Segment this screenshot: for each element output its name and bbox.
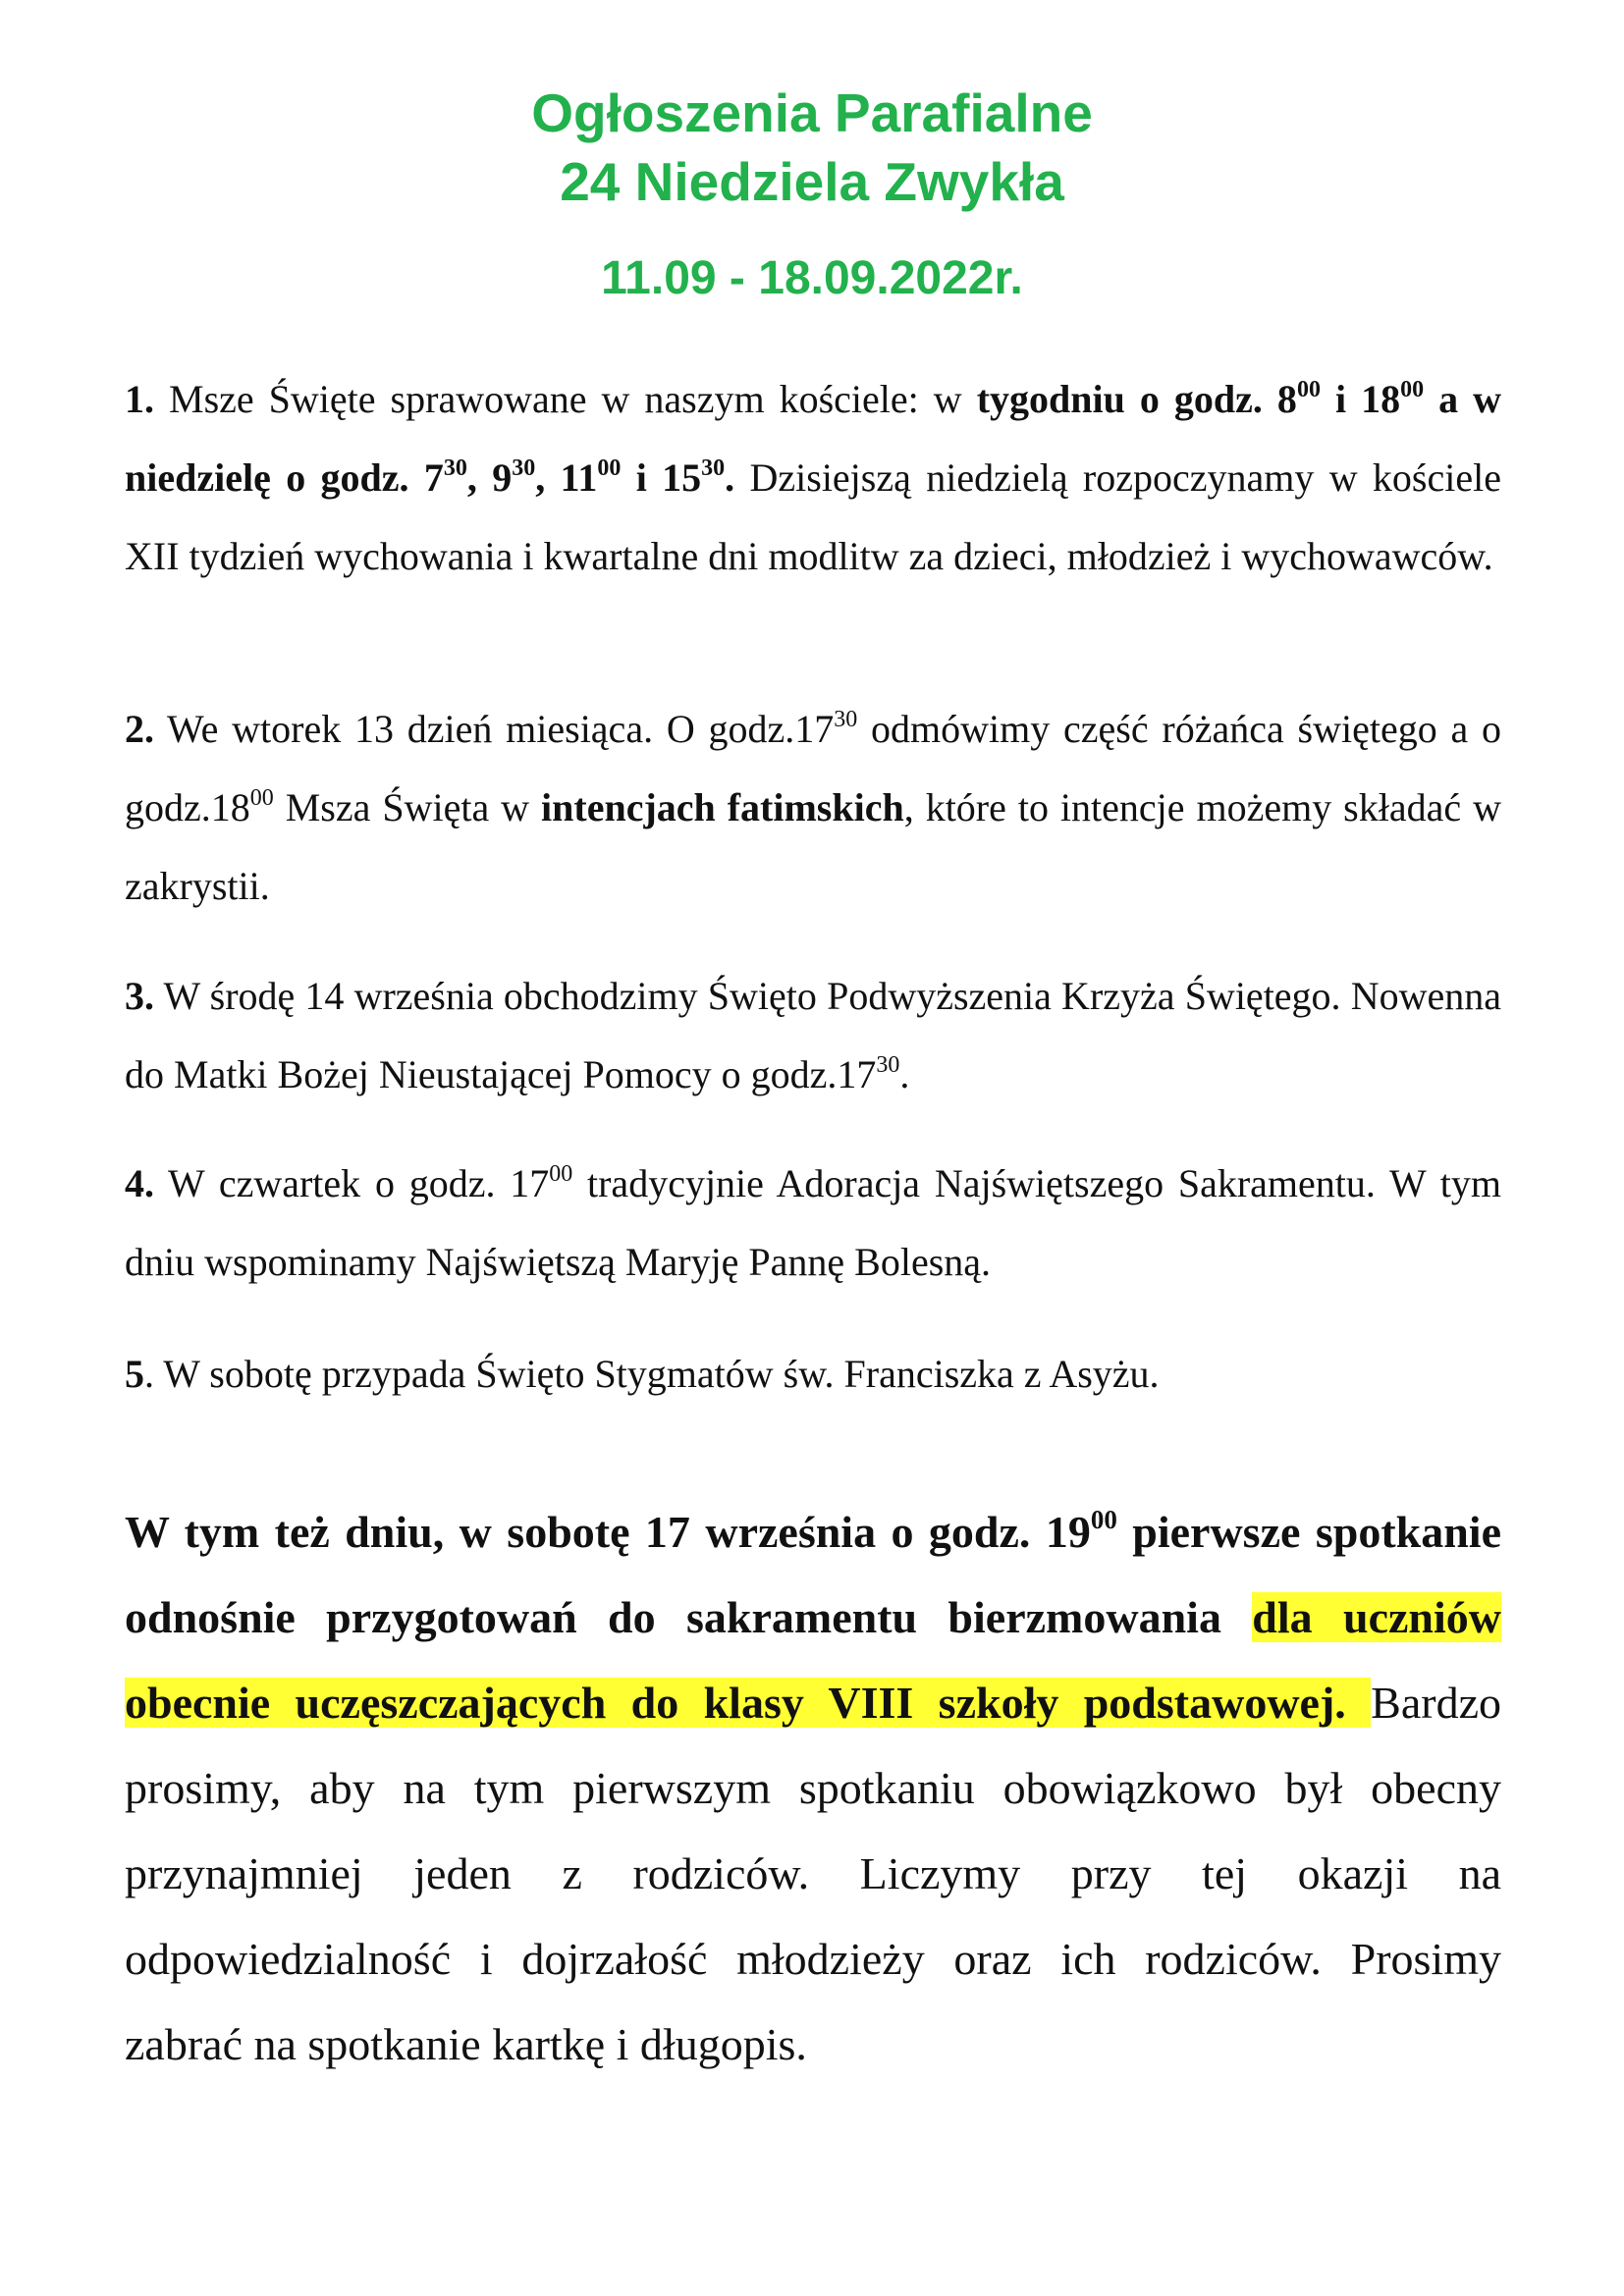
announcement-4	[125, 1145, 1501, 1302]
item-number: 5	[125, 1352, 144, 1396]
bold-text: W tym też dniu, w sobotę 17 września o godz. 19	[125, 1507, 1091, 1557]
superscript: 00	[1400, 377, 1425, 402]
bold-text: .	[725, 455, 735, 500]
item-text: .	[899, 1052, 910, 1096]
item-text: . W sobotę przypada Święto Stygmatów św. Franciszka z Asyżu.	[144, 1352, 1160, 1396]
date-range: 11.09 - 18.09.2022r.	[601, 252, 1023, 304]
item-text: Dzisiejszą niedzielą rozpoczynamy w kościele XII tydzień wychowania i kwartalne dni modlitw za dzieci, młodzież i wychowawców.	[125, 455, 1501, 578]
superscript: 00	[1090, 1505, 1117, 1534]
superscript: 30	[512, 455, 536, 481]
superscript: 00	[597, 455, 622, 481]
superscript: 00	[249, 785, 274, 811]
superscript: 30	[701, 455, 726, 481]
superscript: 30	[876, 1052, 900, 1078]
page-title: Ogłoszenia Parafialne	[531, 82, 1093, 143]
bold-text: intencjach fatimskich	[541, 785, 904, 829]
item-text: Msze Święte sprawowane w naszym kościele: w	[154, 377, 977, 421]
item-text: , które to intencje możemy składać w zakrystii.	[125, 785, 1501, 908]
announcement-1	[125, 360, 1501, 596]
item-text: We wtorek 13 dzień miesiąca. O godz.17	[154, 707, 835, 751]
item-number: 3.	[125, 974, 154, 1018]
announcement-5	[125, 1335, 1501, 1414]
item-text: W środę 14 września obchodzimy Święto Podwyższenia Krzyża Świętego. Nowenna do Matki Bożej Nieustającej Pomocy o godz.17	[125, 974, 1501, 1096]
bold-text: tygodniu o godz. 8	[976, 377, 1297, 421]
item-text: Bardzo prosimy, aby na tym pierwszym spotkaniu obowiązkowo był obecny przynajmniej jeden z rodziców. Liczymy przy tej okazji na odpowiedzialność i dojrzałość młodzieży oraz ich rodziców. Prosimy zabrać na spotkanie kartkę i długopis.	[125, 1678, 1501, 2069]
superscript: 00	[549, 1161, 573, 1187]
bold-text: , 9	[466, 455, 513, 500]
page-subtitle: 24 Niedziela Zwykła	[560, 151, 1064, 212]
superscript: 00	[1296, 377, 1321, 402]
item-number: 4.	[125, 1161, 154, 1205]
item-text: tradycyjnie Adoracja Najświętszego Sakramentu. W tym dniu wspominamy Najświętszą Maryję Pannę Bolesną.	[125, 1161, 1501, 1284]
bold-text: i 15	[621, 455, 702, 500]
announcement-2	[125, 690, 1501, 926]
item-text: odmówimy część różańca świętego a o godz.18	[125, 707, 1501, 829]
item-number: 2.	[125, 707, 154, 751]
announcement-3	[125, 957, 1501, 1114]
superscript: 30	[443, 455, 467, 481]
bold-text: a w niedzielę o godz. 7	[125, 377, 1502, 500]
item-text: W czwartek o godz. 17	[154, 1161, 550, 1205]
bold-text: i 18	[1320, 377, 1401, 421]
confirmation-announcement	[125, 1489, 1501, 2087]
item-number: 1.	[125, 377, 154, 421]
bold-text: pierwsze spotkanie odnośnie przygotowań do sakramentu bierzmowania	[125, 1507, 1501, 1642]
highlighted-text: dla uczniów obecnie uczęszczających do klasy VIII szkoły podstawowej.	[125, 1592, 1501, 1728]
bold-text: , 11	[535, 455, 598, 500]
superscript: 30	[834, 707, 858, 732]
item-text: Msza Święta w	[273, 785, 542, 829]
